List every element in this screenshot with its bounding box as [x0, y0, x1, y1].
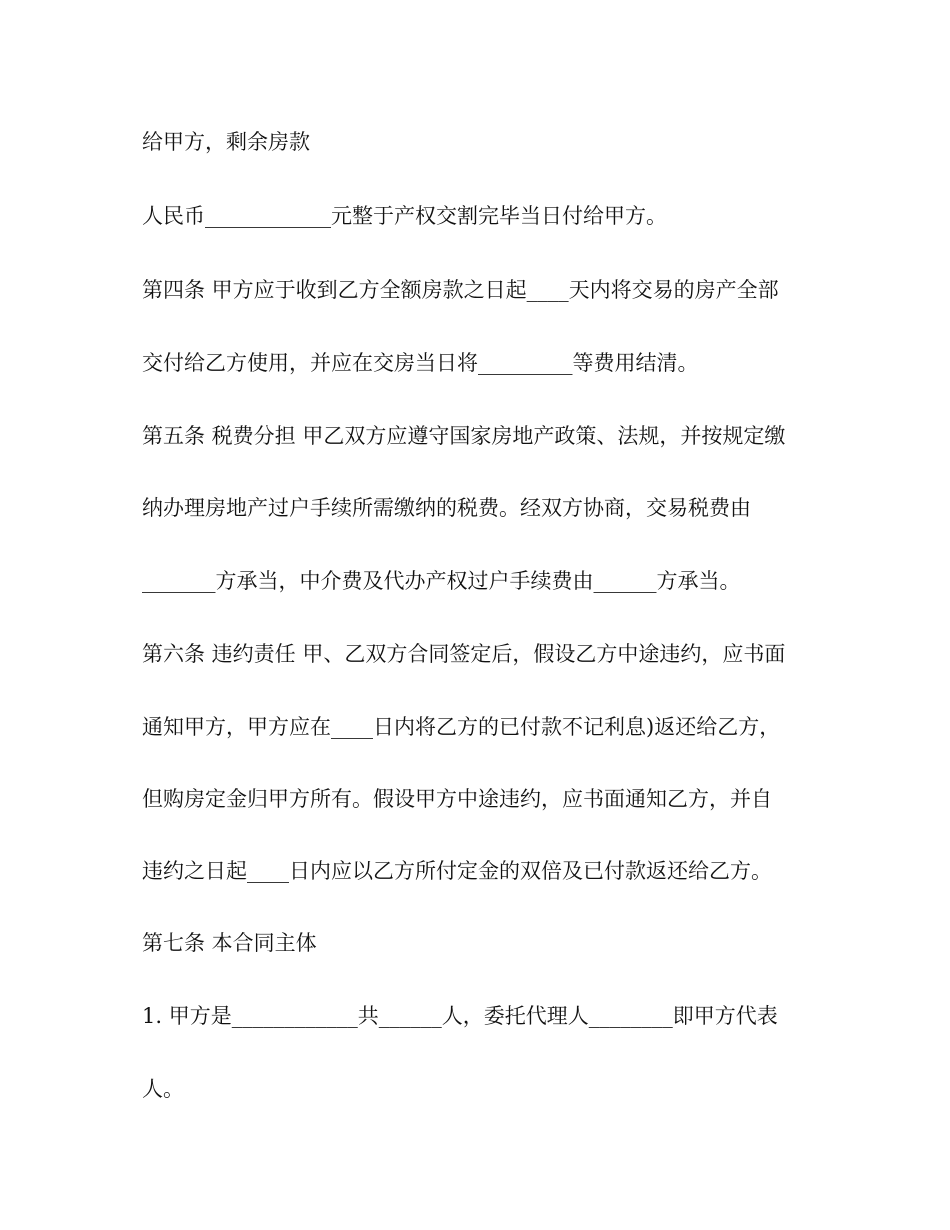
text-line: 给甲方，剩余房款 — [142, 130, 310, 154]
text-line: 1. 甲方是____________共______人，委托代理人________即甲方代表 — [142, 1004, 778, 1028]
text-line: _______方承当，中介费及代办产权过户手续费由______方承当。 — [142, 569, 741, 593]
text-line: 第四条 甲方应于收到乙方全额房款之日起____天内将交易的房产全部 — [142, 278, 779, 302]
text-line: 纳办理房地产过户手续所需缴纳的税费。经双方协商，交易税费由 — [142, 496, 751, 520]
text-line: 通知甲方，甲方应在____日内将乙方的已付款不记利息)返还给乙方， — [142, 715, 781, 739]
text-line: 违约之日起____日内应以乙方所付定金的双倍及已付款返还给乙方。 — [142, 859, 772, 883]
text-line: 交付给乙方使用，并应在交房当日将_________等费用结清。 — [142, 351, 699, 375]
text-line: 第六条 违约责任 甲、乙双方合同签定后，假设乙方中途违约，应书面 — [142, 642, 786, 666]
text-line: 人。 — [142, 1077, 184, 1101]
text-line: 第五条 税费分担 甲乙双方应遵守国家房地产政策、法规，并按规定缴 — [142, 424, 786, 448]
text-line: 但购房定金归甲方所有。假设甲方中途违约，应书面通知乙方，并自 — [142, 787, 772, 811]
section-heading: 第七条 本合同主体 — [142, 931, 317, 955]
text-line: 人民币____________元整于产权交割完毕当日付给甲方。 — [142, 204, 667, 228]
